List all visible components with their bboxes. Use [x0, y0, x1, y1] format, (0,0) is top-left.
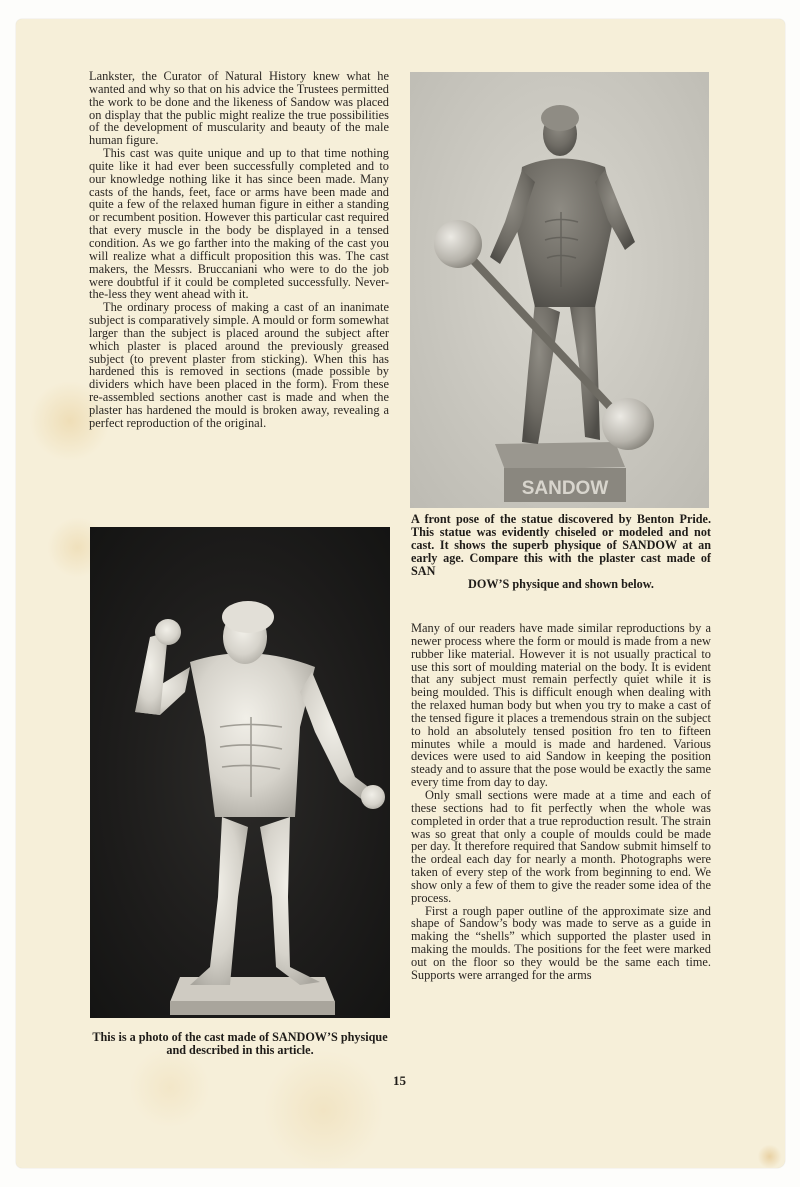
- paragraph: Many of our readers have made similar reproductions by a newer process where the form or mould is made from a new rubber like material. However it is not usually practical to use this sort of moulding material on the body. It is evident that any subject must remain perfectly quiet while it is being moulded. This is difficult enough when dealing with the relaxed human body but when you try to make a cast of the tensed figure it places a tremendous strain on the subject to hold an absolutely tensed position fro ten to fifteen minutes while a mould is made and hardened. Various devices were used to aid Sandow in keeping the position steady and to assure that the pose would be exactly the same every time from day to day.: [411, 621, 711, 790]
- paragraph: Only small sections were made at a time and each of these sections had to fit perfectly when the whole was completed in order that a true reproduction result. The strain was so great that only a couple of moulds could be made per day. It therefore required that Sandow submit himself to the ordeal each day for nearly a month. Photographs were taken of every step of the work from beginning to end. We show only a few of them to give the reader some idea of the process.: [411, 787, 711, 905]
- paragraph: First a rough paper outline of the approximate size and shape of Sandow’s body was made to serve as a guide in making the “shells” which supported the plaster used in making the moulds. The positions for the feet were marked out on the floor so they would be the same each time. Supports were arranged for the arms: [411, 903, 711, 982]
- statue-illustration: [410, 72, 709, 508]
- paragraph: This cast was quite unique and up to that time nothing quite like it had ever been successfully completed and to our knowledge nothing like it has since been made. Many casts of the hands, feet, face or arms have been made and quite a few of the relaxed human figure in either a standing or recumbent position. However this particular cast required that every muscle in the body be displayed in a tensed condition. As we go farther into the making of the cast you will realize what a difficult proposition this was. The cast makers, the Messrs. Bruccaniani who were to do the job were doubtful if it could be completed successfully. Never-the-less they went ahead with it.: [89, 146, 389, 302]
- caption-text: A front pose of the statue discovered by Benton Pride. This statue was evidently chiseled or modeled and not cast. It shows the superb physique of SANDOW at an early age. Compare this with the plaster cast made of SAN: [411, 512, 711, 578]
- left-text-column: [89, 70, 389, 430]
- right-text-column: [411, 622, 711, 982]
- bottom-photo-caption: This is a photo of the cast made of SANDOW’S physique and described in this article.: [92, 1030, 388, 1057]
- plaster-cast-photo: [90, 527, 390, 1018]
- statue-photo-sandow-with-weight: [410, 72, 709, 508]
- top-photo-caption: [411, 513, 711, 590]
- paragraph: The ordinary process of making a cast of an inanimate subject is comparatively simple. A mould or form somewhat larger than the subject is placed around the subject after which plaster is placed around the previously greased subject (to prevent plaster from sticking). When this has hardened this is removed in sections (made possible by dividers which have been placed in the form). From these re-assembled sections another cast is made and when the plaster has hardened the mould is broken away, revealing a perfect reproduction of the original.: [89, 300, 389, 430]
- svg-text:SANDOW: SANDOW: [521, 478, 609, 499]
- page-number: 15: [393, 1073, 406, 1088]
- plaster-cast-illustration: [90, 527, 390, 1018]
- paragraph: Lankster, the Curator of Natural History knew what he wanted and why so that on his advice the Trustees permitted the work to be done and the likeness of Sandow was placed on display that the public might realize the true possibilities of the development of muscularity and beauty of the male human figure.: [89, 69, 389, 148]
- caption-text-last-line: DOW’S physique and shown below.: [468, 576, 654, 591]
